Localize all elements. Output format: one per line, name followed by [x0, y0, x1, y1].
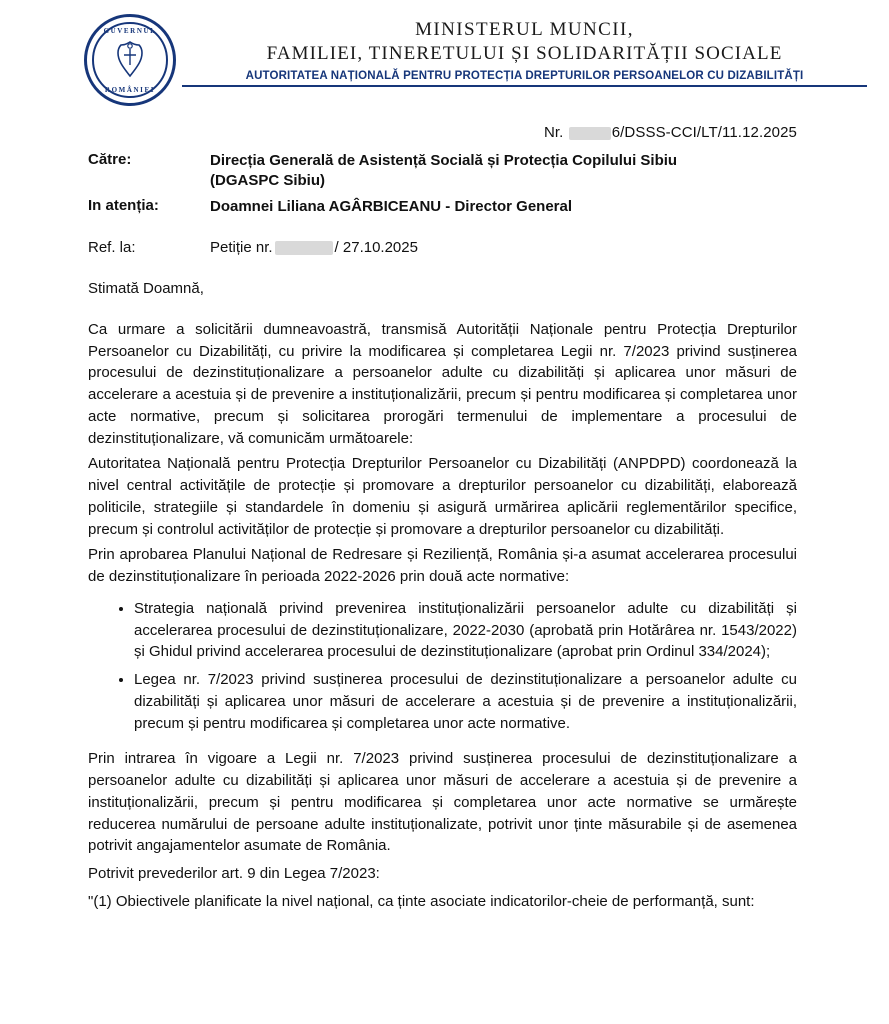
ministry-line-1: MINISTERUL MUNCII, — [415, 19, 634, 40]
paragraph-6: "(1) Obiectivele planificate la nivel național, ca ținte asociate indicatorilor-cheie de performanță, sunt: — [88, 892, 755, 910]
crest-bottom-text: ROMÂNIEI — [104, 86, 156, 94]
redacted-petition-number — [275, 241, 333, 255]
crest-top-text: GUVERNUL — [103, 27, 157, 35]
addressee-value-line-2: (DGASPC Sibiu) — [210, 172, 325, 190]
document-body — [0, 104, 889, 913]
redacted-number-block — [569, 127, 611, 140]
salutation: Stimată Doamnă, — [88, 279, 204, 297]
attention-label: In atenția: — [88, 196, 159, 214]
authority-line: AUTORITATEA NAȚIONALĂ PENTRU PROTECȚIA DREPTURILOR PERSOANELOR CU DIZABILITĂȚI — [245, 70, 804, 83]
normative-acts-list — [88, 598, 797, 735]
document-number-prefix: Nr. — [543, 124, 568, 141]
reference-row — [88, 239, 797, 256]
attention-row — [88, 197, 797, 217]
header-divider — [182, 85, 867, 87]
addressee-row — [88, 151, 797, 192]
document-number — [88, 124, 797, 141]
letterhead — [0, 0, 889, 104]
government-crest-logo — [84, 14, 176, 106]
addressee-label: Către: — [88, 151, 132, 168]
document-number-suffix: 6/DSSS-CCI/LT/11.12.2025 — [611, 124, 797, 141]
ministry-line-2: FAMILIEI, TINERETULUI ȘI SOLIDARITĂȚII SOCIALE — [266, 42, 783, 64]
list-item: • Strategia națională privind prevenirea instituționalizării persoanelor adulte cu dizabilități și accelerarea procesului de dezinstituționalizare, 2022-2030 (aprobată prin Hotărârea nr. 1543/2022) și Ghidul privind accelerarea procesului de dezinstituționalizare (aprobat prin Ordinul 334/2024); — [134, 598, 797, 663]
paragraph-2: Autoritatea Națională pentru Protecția Drepturilor Persoanelor cu Dizabilități (ANPDPD) coordonează la nivel central activitățile de protecție și promovare a drepturilor persoanelor cu dizabilități, elaborează politicile, strategiile și standardele în domeniu și asigură urmărirea aplicării reglementărilor specifice, precum și controlul activităților de protecție și promovare a drepturilor persoanelor cu dizabilități. — [88, 455, 797, 538]
reference-value — [210, 239, 418, 256]
reference-prefix: Petiție nr. — [210, 238, 273, 256]
paragraph-3: Prin aprobarea Planului Național de Redresare și Reziliență, România și-a asumat accelerarea procesului de dezinstituționalizare în perioada 2022-2026 prin două acte normative: — [88, 546, 797, 585]
paragraph-1: Ca urmare a solicitării dumneavoastră, transmisă Autorității Naționale pentru Protecția Drepturilor Persoanelor cu Dizabilități, cu privire la modificarea și completarea Legii nr. 7/2023 privind susținerea procesului de dezinstituționalizare a persoanelor adulte cu dizabilități și aplicarea unor măsuri de accelerare a acestuia și de prevenire a instituționalizării, precum și pentru modificarea și completarea unor acte normative, precum și solicitarea prorogări termenului de implementare a procesului de dezinstituționalizare, vă comunicăm următoarele: — [88, 320, 797, 447]
list-item: • Legea nr. 7/2023 privind susținerea procesului de dezinstituționalizare a persoanelor adulte cu dizabilități și aplicarea unor măsuri de accelerare a acestuia și de prevenire a instituționalizării, precum și pentru modificarea și completarea unor acte normative. — [134, 669, 797, 734]
paragraph-5: Potrivit prevederilor art. 9 din Legea 7/2023: — [88, 865, 380, 882]
reference-suffix: / 27.10.2025 — [334, 238, 418, 256]
attention-value: Doamnei Liliana AGÂRBICEANU - Director General — [210, 197, 573, 215]
addressee-value — [210, 151, 677, 192]
letterhead-text — [176, 12, 867, 87]
paragraph-4: Prin intrarea în vigoare a Legii nr. 7/2023 privind susținerea procesului de dezinstituționalizare a persoanelor adulte cu dizabilități și aplicarea unor măsuri de accelerare a acestuia și de prevenire a instituționalizării, precum și pentru modificarea și completarea unor acte normative se urmărește reducerea numărului de persoane adulte instituționalizate, potrivit unor ținte măsurabile și de asemenea potrivit angajamentelor asumate de România. — [88, 750, 797, 855]
eagle-emblem-icon — [113, 40, 147, 80]
reference-label: Ref. la: — [88, 238, 136, 256]
addressee-value-line-1: Direcția Generală de Asistență Socială și Protecția Copilului Sibiu — [210, 152, 678, 169]
